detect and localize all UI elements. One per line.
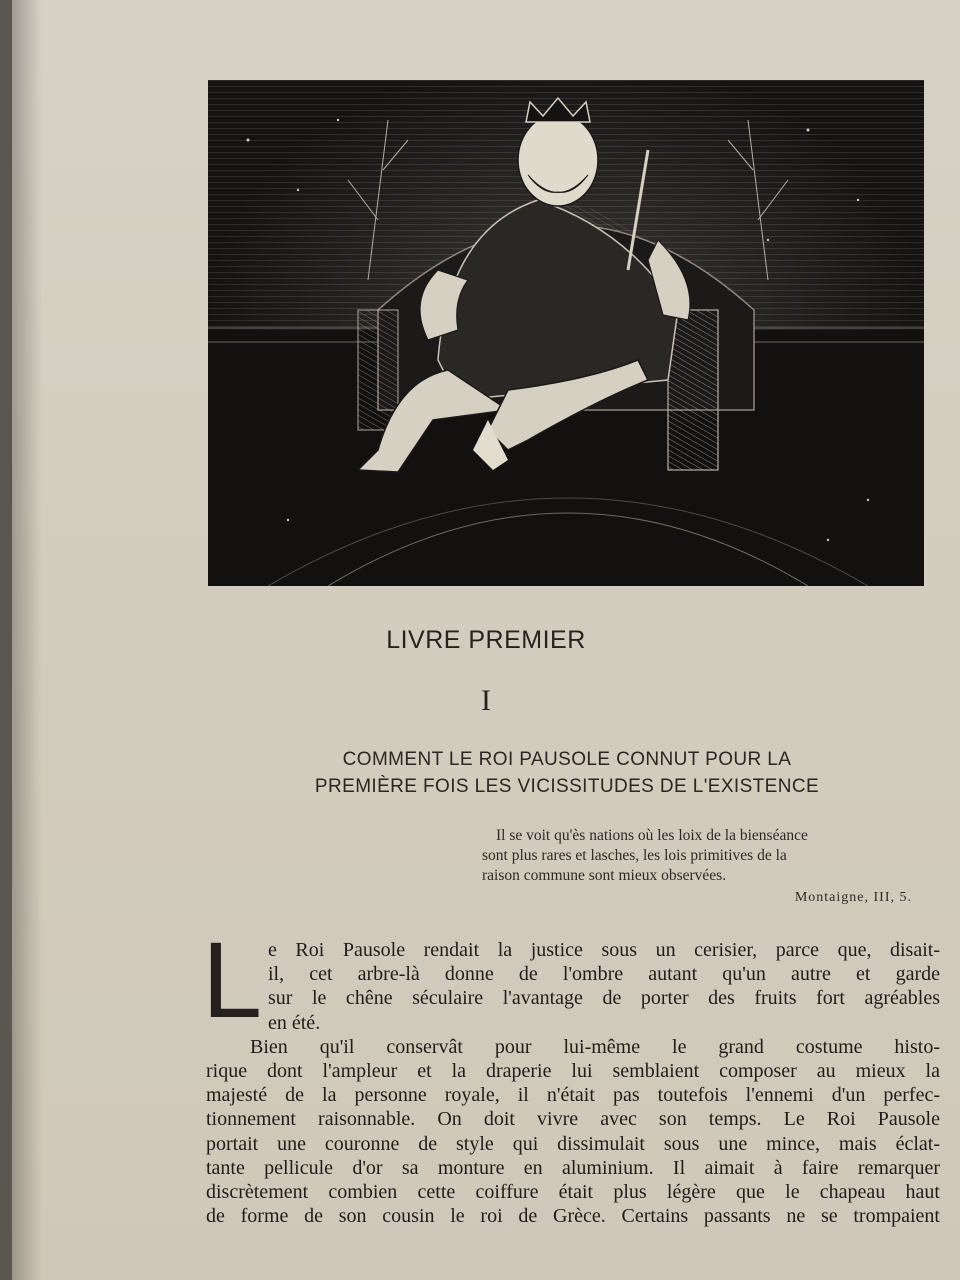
text-line: en été.	[268, 1011, 321, 1034]
text-line: tionnement raisonnable. On doit vivre avec son temps. Le Roi Pausole	[206, 1108, 940, 1131]
chapter-title	[242, 746, 892, 800]
woodcut-illustration-king-on-throne	[208, 80, 924, 586]
epigraph	[482, 826, 934, 886]
book-page	[12, 0, 960, 1280]
text-line: majesté de la personne royale, il n'était pas toutefois l'ennemi d'un perfec-	[206, 1084, 940, 1107]
epigraph-line: raison commune sont mieux observées.	[482, 867, 727, 884]
text-line: Bien qu'il conservât pour lui-même le grand costume histo-	[250, 1035, 940, 1058]
chapter-title-line: COMMENT LE ROI PAUSOLE CONNUT POUR LA	[342, 749, 792, 770]
chapter-number: I	[481, 684, 491, 717]
drop-cap-letter: L	[202, 919, 263, 1040]
epigraph-line: Il se voit qu'ès nations où les loix de la bienséance	[496, 827, 808, 844]
chapter-title-line: PREMIÈRE FOIS LES VICISSITUDES DE L'EXISTENCE	[314, 776, 820, 797]
text-line: discrètement combien cette coiffure était plus légère que le chapeau haut	[206, 1181, 940, 1204]
body-text	[206, 938, 940, 1228]
text-line: sur le chêne séculaire l'avantage de porter des fruits fort agréables	[268, 987, 940, 1010]
text-line: rique dont l'ampleur et la draperie lui semblaient composer au mieux la	[206, 1060, 940, 1083]
book-title: LIVRE PREMIER	[386, 626, 586, 654]
text-line: e Roi Pausole rendait la justice sous un cerisier, parce que, disait-	[268, 939, 940, 961]
text-line: portait une couronne de style qui dissimulait sous une mince, mais éclat-	[206, 1132, 940, 1155]
text-line: de forme de son cousin le roi de Grèce. Certains passants ne se trompaient	[206, 1205, 940, 1228]
text-line: tante pellicule d'or sa monture en aluminium. Il aimait à faire remarquer	[206, 1156, 940, 1179]
epigraph-line: sont plus rares et lasches, les lois primitives de la	[482, 847, 787, 864]
epigraph-attribution: Montaigne, III, 5.	[794, 890, 912, 905]
text-line: il, cet arbre-là donne de l'ombre autant qu'un autre et garde	[268, 963, 940, 986]
